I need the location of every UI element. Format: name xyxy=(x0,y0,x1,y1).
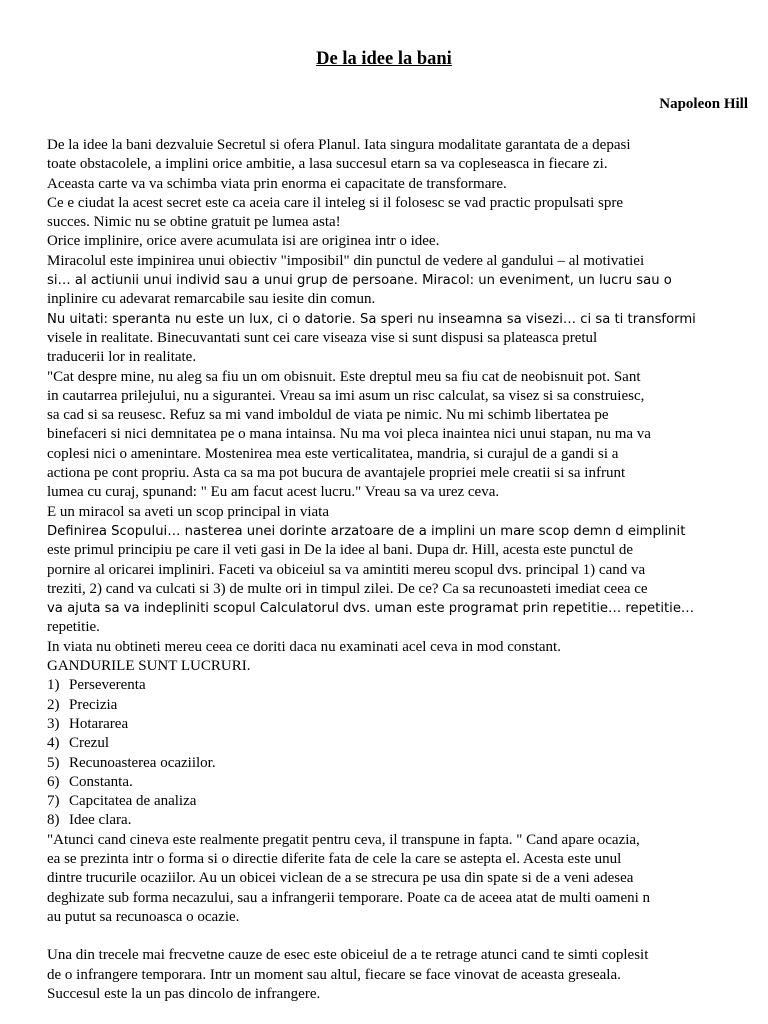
text-line: "Cat despre mine, nu aleg sa fiu un om obisnuit. Este dreptul meu sa fiu cat de neobisnuit pot. Sant xyxy=(47,368,641,385)
text-line: binefaceri si nici demnitatea pe o mana intainsa. Nu ma voi pleca inaintea nici unui stapan, nu ma va xyxy=(47,426,651,443)
list-number: 8) xyxy=(47,812,60,829)
list-text: Capcitatea de analiza xyxy=(69,793,197,810)
list-number: 4) xyxy=(47,735,60,752)
list-number: 3) xyxy=(47,715,60,732)
text-line: succes. Nimic nu se obtine gratuit pe lumea asta! xyxy=(47,214,341,231)
list-text: Idee clara. xyxy=(69,812,132,829)
text-line: Ce e ciudat la acest secret este ca aceia care il inteleg si il folosesc se vad practic propulsati spre xyxy=(47,194,623,211)
list-item xyxy=(47,811,752,830)
list-item xyxy=(47,696,752,715)
list-item xyxy=(47,734,752,753)
document-body xyxy=(47,136,752,1004)
list-item xyxy=(47,754,752,773)
list-number: 5) xyxy=(47,754,60,771)
text-line: Aceasta carte va va schimba viata prin enorma ei capacitate de transformare. xyxy=(47,175,507,192)
text-line: E un miracol sa aveti un scop principal in viata xyxy=(47,503,329,520)
list-text: Constanta. xyxy=(69,773,133,790)
text-line: In viata nu obtineti mereu ceea ce doriti daca nu examinati acel ceva in mod constant. xyxy=(47,638,561,655)
text-line: si… al actiunii unui individ sau a unui grup de persoane. Miracol: un eveniment, un lucru sau o xyxy=(47,273,672,289)
text-line: este primul principiu pe care il veti gasi in De la idee al bani. Dupa dr. Hill, acesta este punctul de xyxy=(47,542,634,559)
text-line: visele in realitate. Binecuvantati sunt cei care viseaza vise si sunt dispusi sa plateasca pretul xyxy=(47,329,598,346)
list-text: Recunoasterea ocaziilor. xyxy=(69,754,216,771)
author-name: Napoleon Hill xyxy=(659,96,748,112)
list-text: Precizia xyxy=(69,696,118,713)
text-line: Orice implinire, orice avere acumulata isi are originea intr o idee. xyxy=(47,233,440,250)
text-line: Miracolul este impinirea unui obiectiv "imposibil" din punctul de vedere al gandului – al motivatiei xyxy=(47,252,645,269)
text-line: inplinire cu adevarat remarcabile sau iesite din comun. xyxy=(47,291,376,308)
text-line: lumea cu curaj, spunand: " Eu am facut acest lucru." Vreau sa va urez ceva. xyxy=(47,484,500,501)
text-line: au putut sa recunoasca o ocazie. xyxy=(47,908,240,925)
list-text: Hotararea xyxy=(69,715,129,732)
text-line: in cautarrea prilejului, nu a sigurantei. Vreau sa imi asum un risc calculat, sa visez si sa construiesc, xyxy=(47,387,645,404)
text-line: actiona pe cont propriu. Asta ca sa ma pot bucura de avantajele propriei mele creatii si sa infrunt xyxy=(47,465,626,482)
paragraph-spacer xyxy=(47,927,752,946)
list-item xyxy=(47,676,752,695)
list-number: 6) xyxy=(47,773,60,790)
text-line: ea se prezinta intr o forma si o directie diferite fata de cele la care se astepta el. Acesta este unul xyxy=(47,850,622,867)
text-line: repetitie. xyxy=(47,619,100,636)
text-line: traducerii lor in realitate. xyxy=(47,349,197,366)
text-line: treziti, 2) cand va culcati si 3) de multe ori in timpul zilei. De ce? Ca sa recunoasteti imediat ceea ce xyxy=(47,580,648,597)
list-item xyxy=(47,792,752,811)
list-number: 2) xyxy=(47,696,60,713)
text-line: toate obstacolele, a implini orice ambitie, a lasa succesul etarn sa va copleseasca in fiecare zi. xyxy=(47,156,608,173)
text-line: De la idee la bani dezvaluie Secretul si ofera Planul. Iata singura modalitate garantata de a depasi xyxy=(47,137,631,153)
list-text: Perseverenta xyxy=(69,677,146,694)
text-line: "Atunci cand cineva este realmente pregatit pentru ceva, il transpune in fapta. " Cand apare ocazia, xyxy=(47,831,640,848)
list-text: Crezul xyxy=(69,735,109,752)
list-item xyxy=(47,773,752,792)
list-number: 7) xyxy=(47,793,60,810)
text-line: deghizate sub forma necazului, sau a infrangerii temporare. Poate ca de aceea atat de multi oameni n xyxy=(47,889,651,906)
text-line: de o infrangere temporara. Intr un moment sau altul, fiecare se face vinovat de aceasta greseala. xyxy=(47,966,621,983)
text-line: dintre trucurile ocaziilor. Au un obicei viclean de a se strecura pe usa din spate si de a veni adesea xyxy=(47,870,634,887)
text-line: Una din trecele mai frecvetne cauze de esec este obiceiul de a te retrage atunci cand te simti coplesit xyxy=(47,947,649,964)
list-item xyxy=(47,715,752,734)
text-line: coplesi nici o amenintare. Mostenirea mea este verticalitatea, mandria, si curajul de a gandi si a xyxy=(47,445,619,462)
text-line: GANDURILE SUNT LUCRURI. xyxy=(47,658,251,675)
text-line: Succesul este la un pas dincolo de infrangere. xyxy=(47,986,321,1003)
text-line: va ajuta sa va indepliniti scopul Calculatorul dvs. uman este programat prin repetitie… repetitie… xyxy=(47,601,695,617)
list-number: 1) xyxy=(47,677,60,694)
text-line: pornire al oricarei impliniri. Faceti va obiceiul sa va amintiti mereu scopul dvs. principal 1) cand va xyxy=(47,561,646,578)
text-line: sa cad si sa reusesc. Refuz sa mi vand imboldul de viata pe nimic. Nu mi schimb libertatea pe xyxy=(47,407,609,424)
text-line: Nu uitati: speranta nu este un lux, ci o datorie. Sa speri nu inseamna sa visezi… ci sa ti transformi xyxy=(47,311,696,327)
text-line: Definirea Scopului… nasterea unei dorinte arzatoare de a implini un mare scop demn d eimplinit xyxy=(47,523,686,539)
document-title: De la idee la bani xyxy=(316,49,452,69)
